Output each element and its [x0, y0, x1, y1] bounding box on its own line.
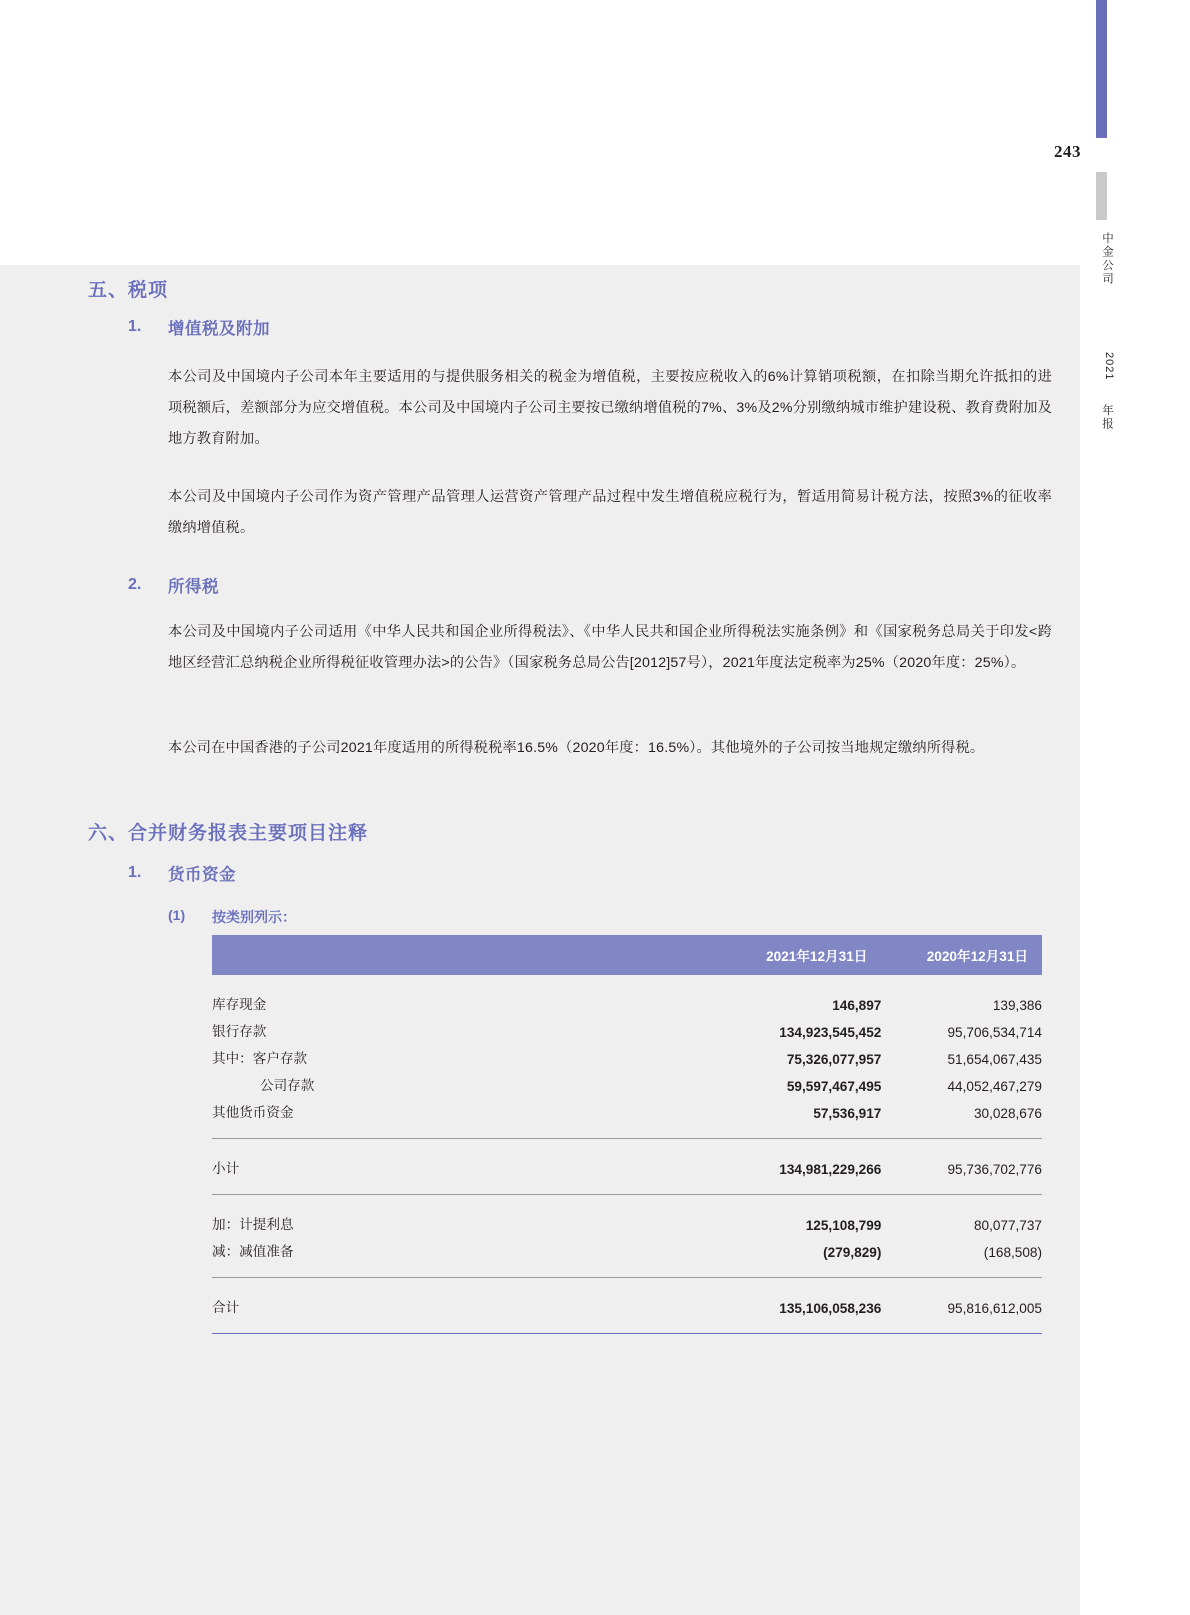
table-bottom-rule — [212, 1334, 1042, 1335]
row-label: 加：计提利息 — [212, 1216, 294, 1232]
total-value-2020: 95,816,612,005 — [947, 1300, 1042, 1316]
table-row-subtotal — [212, 1153, 1042, 1180]
table-row-total — [212, 1292, 1042, 1319]
row-value-2021: 134,923,545,452 — [779, 1024, 882, 1040]
table-row — [212, 1209, 1042, 1236]
table-spacer — [212, 975, 1042, 989]
subsection-number-2: 2. — [128, 576, 142, 593]
table-spacer — [212, 1180, 1042, 1195]
row-value-2021: (279,829) — [823, 1244, 882, 1260]
total-value-2021: 135,106,058,236 — [779, 1300, 882, 1316]
subsection-title-income-tax: 所得税 — [168, 578, 219, 596]
table-spacer — [212, 1195, 1042, 1209]
subtotal-label: 小计 — [212, 1160, 240, 1176]
section-heading-tax: 五、税项 — [88, 280, 169, 301]
paragraph-vat-1: 本公司及中国境内子公司本年主要适用的与提供服务相关的税金为增值税，主要按应税收入的6%计算销项税额，在扣除当期允许抵扣的进项税额后，差额部分为应交增值税。本公司及中国境内子公司主要按已缴纳增值税的7%、3%及2%分别缴纳城市维护建设税、教育费附加及地方教育附加。 — [168, 369, 1052, 447]
subtotal-value-2021: 134,981,229,266 — [779, 1161, 882, 1177]
row-value-2020: 139,386 — [992, 997, 1042, 1013]
notes-item-title: 货币资金 — [168, 866, 236, 884]
notes-sub-number: (1) — [168, 907, 186, 923]
table-spacer — [212, 1319, 1042, 1334]
table-spacer — [212, 1263, 1042, 1278]
margin-year-suffix: 年报 — [1101, 404, 1113, 431]
margin-company-label: 中金公司 — [1101, 232, 1113, 286]
row-value-2020: (168,508) — [983, 1244, 1042, 1260]
subsection-number-1: 1. — [128, 318, 142, 335]
row-value-2021: 125,108,799 — [805, 1217, 882, 1233]
table-row — [212, 989, 1042, 1016]
margin-grey-bar — [1096, 172, 1107, 220]
row-value-2021: 146,897 — [832, 997, 882, 1013]
notes-sub-title: 按类别列示： — [212, 909, 296, 925]
row-value-2021: 57,536,917 — [813, 1105, 882, 1121]
row-value-2020: 51,654,067,435 — [947, 1051, 1042, 1067]
row-value-2021: 75,326,077,957 — [786, 1051, 882, 1067]
notes-item-number: 1. — [128, 864, 142, 881]
cash-breakdown-table — [212, 935, 1042, 1334]
cash-breakdown-table-wrapper — [212, 935, 1042, 1334]
row-label: 库存现金 — [212, 996, 267, 1012]
table-row — [212, 1070, 1042, 1097]
page-number: 243 — [1054, 142, 1081, 161]
row-label: 银行存款 — [212, 1023, 267, 1039]
table-spacer — [212, 1139, 1042, 1153]
subtotal-value-2020: 95,736,702,776 — [947, 1161, 1042, 1177]
table-header-row — [212, 935, 1042, 975]
margin-year: 2021 — [1103, 352, 1115, 381]
row-value-2020: 44,052,467,279 — [947, 1078, 1042, 1094]
total-label: 合计 — [212, 1299, 240, 1315]
table-spacer — [212, 1124, 1042, 1139]
table-row — [212, 1097, 1042, 1124]
section-heading-notes: 六、合并财务报表主要项目注释 — [88, 823, 369, 844]
row-value-2020: 95,706,534,714 — [947, 1024, 1042, 1040]
table-header-blank — [212, 935, 721, 975]
row-value-2021: 59,597,467,495 — [786, 1078, 882, 1094]
row-label: 公司存款 — [260, 1077, 315, 1093]
margin-accent-bar — [1096, 0, 1107, 138]
row-value-2020: 80,077,737 — [973, 1217, 1042, 1233]
row-label: 其他货币资金 — [212, 1104, 294, 1120]
row-label: 其中：客户存款 — [212, 1050, 308, 1066]
paragraph-vat-2: 本公司及中国境内子公司作为资产管理产品管理人运营资产管理产品过程中发生增值税应税行为，暂适用简易计税方法，按照3%的征收率缴纳增值税。 — [168, 489, 1052, 536]
subsection-title-vat: 增值税及附加 — [168, 320, 270, 338]
table-row — [212, 1016, 1042, 1043]
table-header-2020: 2020年12月31日 — [881, 935, 1042, 975]
row-label: 减：减值准备 — [212, 1243, 294, 1259]
row-value-2020: 30,028,676 — [973, 1105, 1042, 1121]
table-row — [212, 1043, 1042, 1070]
table-header-2021: 2021年12月31日 — [721, 935, 882, 975]
table-spacer — [212, 1278, 1042, 1292]
paragraph-income-tax-1: 本公司及中国境内子公司适用《中华人民共和国企业所得税法》、《中华人民共和国企业所得税法实施条例》和《国家税务总局关于印发<跨地区经营汇总纳税企业所得税征收管理办法>的公告》（国家税务总局公告[2012]57号），2021年度法定税率为25%（2020年度：25%）。 — [168, 624, 1052, 671]
table-row — [212, 1236, 1042, 1263]
paragraph-income-tax-2: 本公司在中国香港的子公司2021年度适用的所得税税率16.5%（2020年度：16.5%）。其他境外的子公司按当地规定缴纳所得税。 — [168, 740, 985, 756]
